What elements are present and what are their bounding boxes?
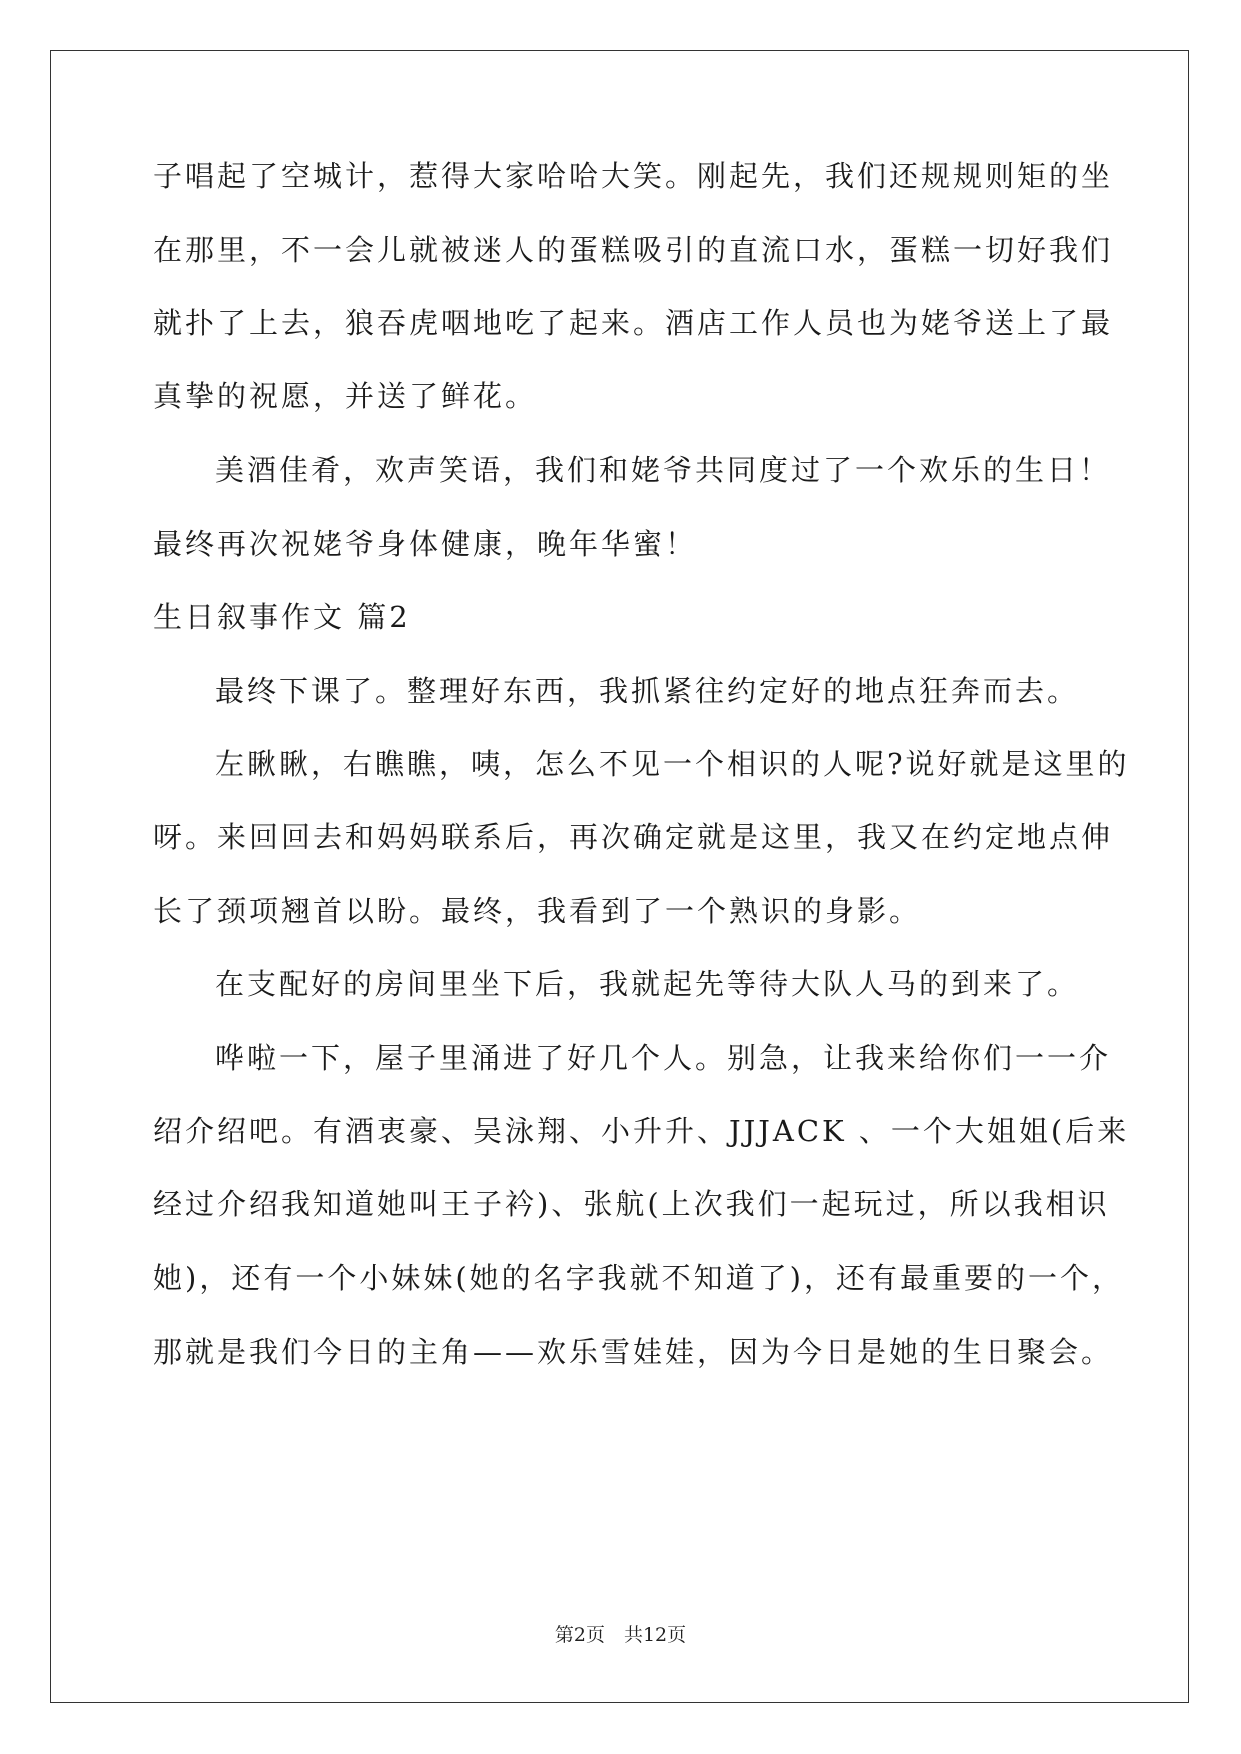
text-line: 呀。来回回去和妈妈联系后，再次确定就是这里，我又在约定地点伸 bbox=[153, 820, 1114, 854]
page-border bbox=[50, 50, 1189, 1703]
text-line: 哗啦一下，屋子里涌进了好几个人。别急，让我来给你们一一介 bbox=[215, 1041, 1112, 1075]
text-line: 子唱起了空城计，惹得大家哈哈大笑。刚起先，我们还规规则矩的坐 bbox=[153, 159, 1114, 193]
text-line: 最终再次祝姥爷身体健康，晚年华蜜！ bbox=[153, 527, 698, 561]
text-line: 绍介绍吧。有酒衷豪、吴泳翔、小升升、JJJACK 、一个大姐姐(后来 bbox=[153, 1114, 1130, 1148]
text-line: 美酒佳肴，欢声笑语，我们和姥爷共同度过了一个欢乐的生日！ bbox=[215, 453, 1112, 487]
text-line: 那就是我们今日的主角——欢乐雪娃娃，因为今日是她的生日聚会。 bbox=[153, 1335, 1114, 1369]
text-line: 就扑了上去，狼吞虎咽地吃了起来。酒店工作人员也为姥爷送上了最 bbox=[153, 306, 1114, 340]
text-line: 经过介绍我知道她叫王子衿)、张航(上次我们一起玩过，所以我相识 bbox=[153, 1187, 1110, 1221]
text-line: 在支配好的房间里坐下后，我就起先等待大队人马的到来了。 bbox=[215, 967, 1080, 1001]
text-line: 她)，还有一个小妹妹(她的名字我就不知道了)，还有最重要的一个， bbox=[153, 1261, 1124, 1295]
page-number-footer: 第2页 共12页 bbox=[554, 1624, 687, 1646]
text-line: 左瞅瞅，右瞧瞧，咦，怎么不见一个相识的人呢?说好就是这里的 bbox=[215, 747, 1130, 781]
section-heading: 生日叙事作文 篇2 bbox=[153, 600, 411, 634]
text-line: 真挚的祝愿，并送了鲜花。 bbox=[153, 379, 538, 413]
text-line: 在那里，不一会儿就被迷人的蛋糕吸引的直流口水，蛋糕一切好我们 bbox=[153, 233, 1114, 267]
text-line: 最终下课了。整理好东西，我抓紧往约定好的地点狂奔而去。 bbox=[215, 674, 1080, 708]
text-line: 长了颈项翘首以盼。最终，我看到了一个熟识的身影。 bbox=[153, 894, 922, 928]
